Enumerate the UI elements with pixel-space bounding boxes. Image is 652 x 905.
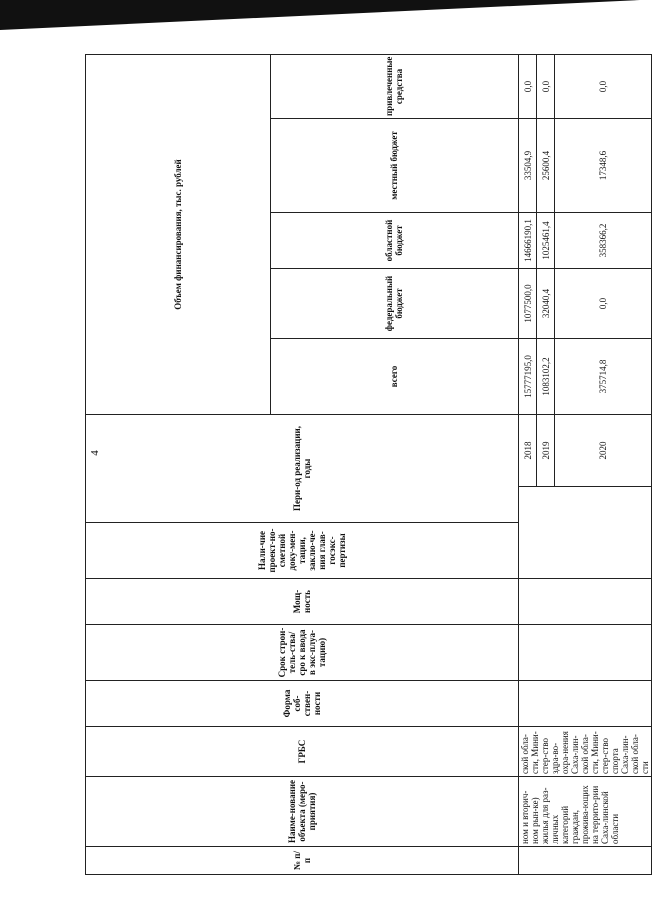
cell-local: 33504,9	[519, 119, 537, 213]
header-federal: федеральный бюджет	[270, 269, 518, 339]
funding-table-sheet	[85, 55, 650, 875]
header-docs: Нали-чие проект-но-сметной доку-мен-тации, заклю-че-ния глав-госэкс-пертизы	[86, 523, 519, 579]
cell-total: 1083102,2	[537, 339, 555, 415]
cell-attracted: 0,0	[555, 55, 652, 119]
header-total: всего	[270, 339, 518, 415]
cell-year: 2018	[519, 415, 537, 487]
cell-regional: 14666190,1	[519, 213, 537, 269]
cell-form	[519, 681, 652, 727]
page-number: 4	[88, 450, 101, 456]
funding-table	[85, 54, 652, 875]
header-grbs: ГРБС	[86, 727, 519, 777]
cell-grbs: ской обла-сти, Мини-стер-ство здра-во-охра-нения Саха-лин-ской обла-сти, Мини-стер-ство спорта Саха-лин-ской обла-сти	[519, 727, 652, 777]
cell-capacity	[519, 579, 652, 625]
table-row	[519, 55, 537, 875]
cell-federal: 1077500,0	[519, 269, 537, 339]
cell-federal: 32040,4	[537, 269, 555, 339]
header-funding: Объем финансирования, тыс. рублей	[86, 55, 271, 415]
header-num: № п/п	[86, 847, 519, 875]
cell-docs	[519, 487, 652, 579]
header-term: Срок строи-тель-ства/сро к ввода в экс-плуа-тацию)	[86, 625, 519, 681]
cell-attracted: 0,0	[537, 55, 555, 119]
cell-total: 15777195,0	[519, 339, 537, 415]
cell-regional: 358366,2	[555, 213, 652, 269]
cell-local: 25600,4	[537, 119, 555, 213]
cell-term	[519, 625, 652, 681]
header-form: Форма соб-ствен-ности	[86, 681, 519, 727]
cell-attracted: 0,0	[519, 55, 537, 119]
cell-regional: 1025461,4	[537, 213, 555, 269]
header-regional: областной бюджет	[270, 213, 518, 269]
cell-name: ном и вторич-ном рын-ке) жилья для раз-личных категорий граждан, прожива-ющих на террито-рии Саха-линской области	[519, 777, 652, 847]
header-period: Пери-од реализации, годы	[86, 415, 519, 523]
cell-federal: 0,0	[555, 269, 652, 339]
header-capacity: Мощ-ность	[86, 579, 519, 625]
cell-num	[519, 847, 652, 875]
cell-total: 375714,8	[555, 339, 652, 415]
header-name: Наиме-нование объекта (меро-приятия)	[86, 777, 519, 847]
header-local: местный бюджет	[270, 119, 518, 213]
header-attracted: привлеченные средства	[270, 55, 518, 119]
cell-year: 2019	[537, 415, 555, 487]
cell-year: 2020	[555, 415, 652, 487]
cell-local: 17348,6	[555, 119, 652, 213]
